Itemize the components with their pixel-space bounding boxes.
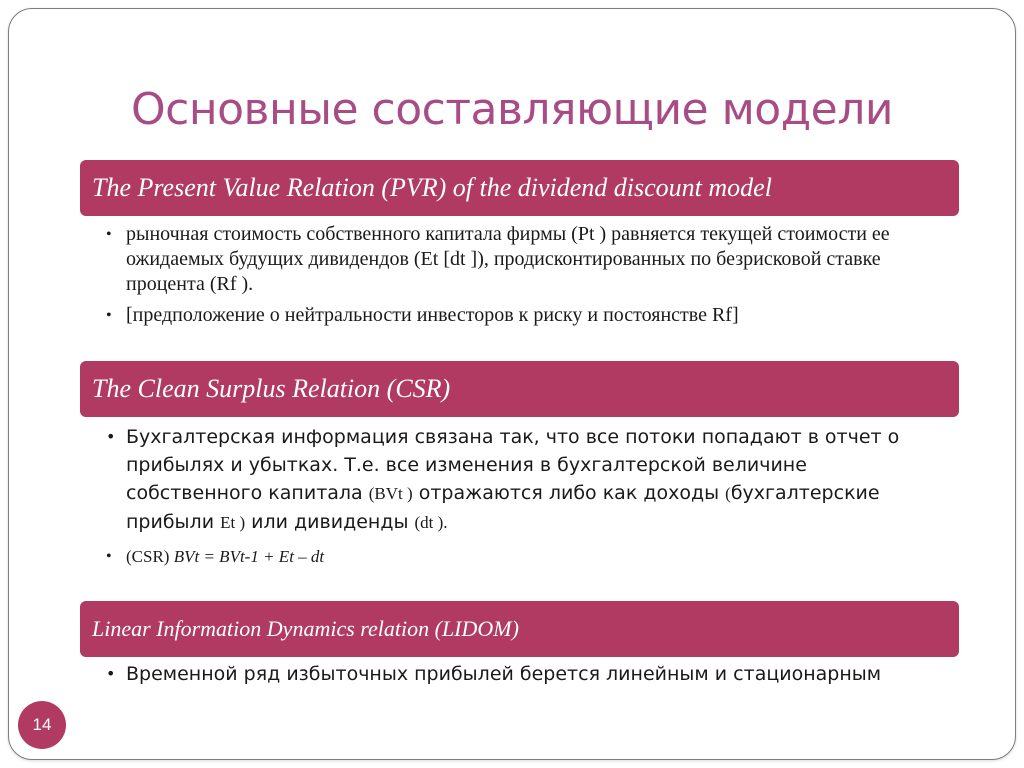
csr-formula: BVt = BVt-1 + Et – dt xyxy=(173,547,325,566)
bullet-text: или дивиденды xyxy=(245,511,415,533)
list-item xyxy=(104,660,944,688)
bullet-text: рыночная стоимость собственного капитала фирмы (Pt ) равняется текущей стоимости ее ожидаемых будущих дивидендов (Et [dt ]), продисконтированных по безрисковой ставке процента (Rf ). xyxy=(126,223,890,295)
bullet-icon: • xyxy=(106,427,116,446)
bullet-icon: • xyxy=(106,664,116,683)
bullet-text: бухгалтерские прибыли xyxy=(126,482,880,533)
list-item xyxy=(104,543,944,571)
formula-label: (CSR) xyxy=(126,547,174,566)
section-header-csr: The Clean Surplus Relation (CSR) xyxy=(80,361,959,417)
list-item xyxy=(104,303,944,328)
bullet-text-serif: ( xyxy=(725,484,731,503)
list-item xyxy=(104,423,944,537)
bullet-text: Бухгалтерская информация связана так, что все потоки попадают в отчет о прибылях и убытках. Т.е. все изменения в бухгалтерской величине собственного капитала xyxy=(126,426,900,504)
bullet-text-serif: Et ) xyxy=(220,513,246,532)
bullet-text-serif: (dt ). xyxy=(414,513,448,532)
bullet-text: Временной ряд избыточных прибылей берется линейным и стационарным xyxy=(126,663,882,685)
list-item xyxy=(104,222,944,297)
bullet-icon: • xyxy=(106,307,112,324)
bullet-icon: • xyxy=(106,548,112,565)
section-header-lidom: Linear Information Dynamics relation (LIDOM) xyxy=(80,601,959,657)
slide-title: Основные составляющие модели xyxy=(131,84,893,135)
bullet-list-csr xyxy=(104,423,944,577)
section-header-pvr: The Present Value Relation (PVR) of the dividend discount model xyxy=(80,160,959,216)
bullet-icon: • xyxy=(106,226,112,243)
bullet-text: отражаются либо как доходы xyxy=(412,482,726,504)
bullet-text-serif: (BVt ) xyxy=(368,484,413,503)
page-number-badge: 14 xyxy=(18,701,66,749)
bullet-text: [предположение о нейтральности инвесторов к риску и постоянстве Rf] xyxy=(126,304,739,326)
bullet-list-lidom xyxy=(104,660,944,694)
bullet-list-pvr xyxy=(104,222,944,334)
